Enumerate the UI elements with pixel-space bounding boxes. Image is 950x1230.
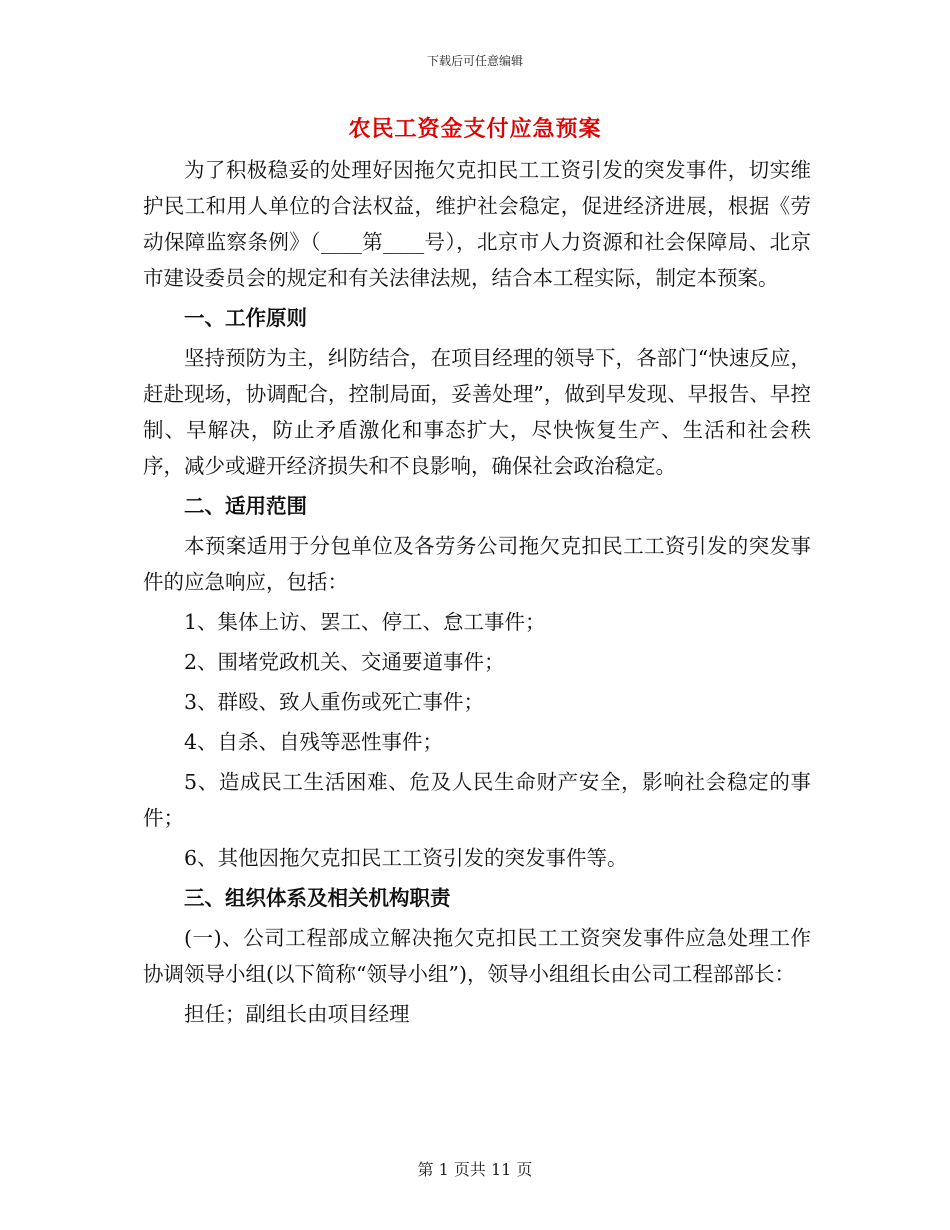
scope-paragraph: 本预案适用于分包单位及各劳务公司拖欠克扣民工工资引发的突发事件的应急响应，包括： bbox=[143, 534, 811, 594]
document-title: 农民工资金支付应急预案 bbox=[348, 116, 602, 142]
scope-list-item: 3、群殴、致人重伤或死亡事件； bbox=[184, 690, 485, 714]
scope-list-item: 5、造成民工生活困难、危及人民生命财产安全，影响社会稳定的事件； bbox=[143, 770, 811, 830]
section-heading-organization: 三、组织体系及相关机构职责 bbox=[184, 886, 451, 910]
document-body bbox=[143, 152, 811, 1032]
work-principles-paragraph: 坚持预防为主，纠防结合，在项目经理的领导下，各部门“快速反应，赶赴现场，协调配合，控制局面，妥善处理”，做到早发现、早报告、早控制、早解决，防止矛盾激化和事态扩大，尽快恢复生产、生活和社会秩序，减少或避开经济损失和不良影响，确保社会政治稳定。 bbox=[143, 346, 811, 478]
page-header-note: 下载后可任意编辑 bbox=[426, 54, 523, 68]
scope-list-item: 2、围堵党政机关、交通要道事件； bbox=[184, 650, 505, 674]
scope-list-item: 1、集体上访、罢工、停工、怠工事件； bbox=[184, 610, 546, 634]
scope-list-item: 4、自杀、自残等恶性事件； bbox=[184, 730, 444, 754]
section-heading-work-principles: 一、工作原则 bbox=[184, 306, 307, 330]
organization-paragraph-continued: 担任；副组长由项目经理 bbox=[184, 1002, 410, 1026]
intro-paragraph: 为了积极稳妥的处理好因拖欠克扣民工工资引发的突发事件，切实维护民工和用人单位的合法权益，维护社会稳定，促进经济进展，根据《劳动保障监察条例》（____第____号），北京市人力资源和社会保障局、北京市建设委员会的规定和有关法律法规，结合本工程实际，制定本预案。 bbox=[143, 158, 811, 290]
scope-list-item: 6、其他因拖欠克扣民工工资引发的突发事件等。 bbox=[184, 846, 628, 870]
page-number: 第 1 页共 11 页 bbox=[417, 1160, 533, 1179]
organization-paragraph: (一)、公司工程部成立解决拖欠克扣民工工资突发事件应急处理工作协调领导小组(以下简称“领导小组”)，领导小组组长由公司工程部部长： bbox=[143, 926, 811, 986]
section-heading-scope: 二、适用范围 bbox=[184, 494, 307, 518]
